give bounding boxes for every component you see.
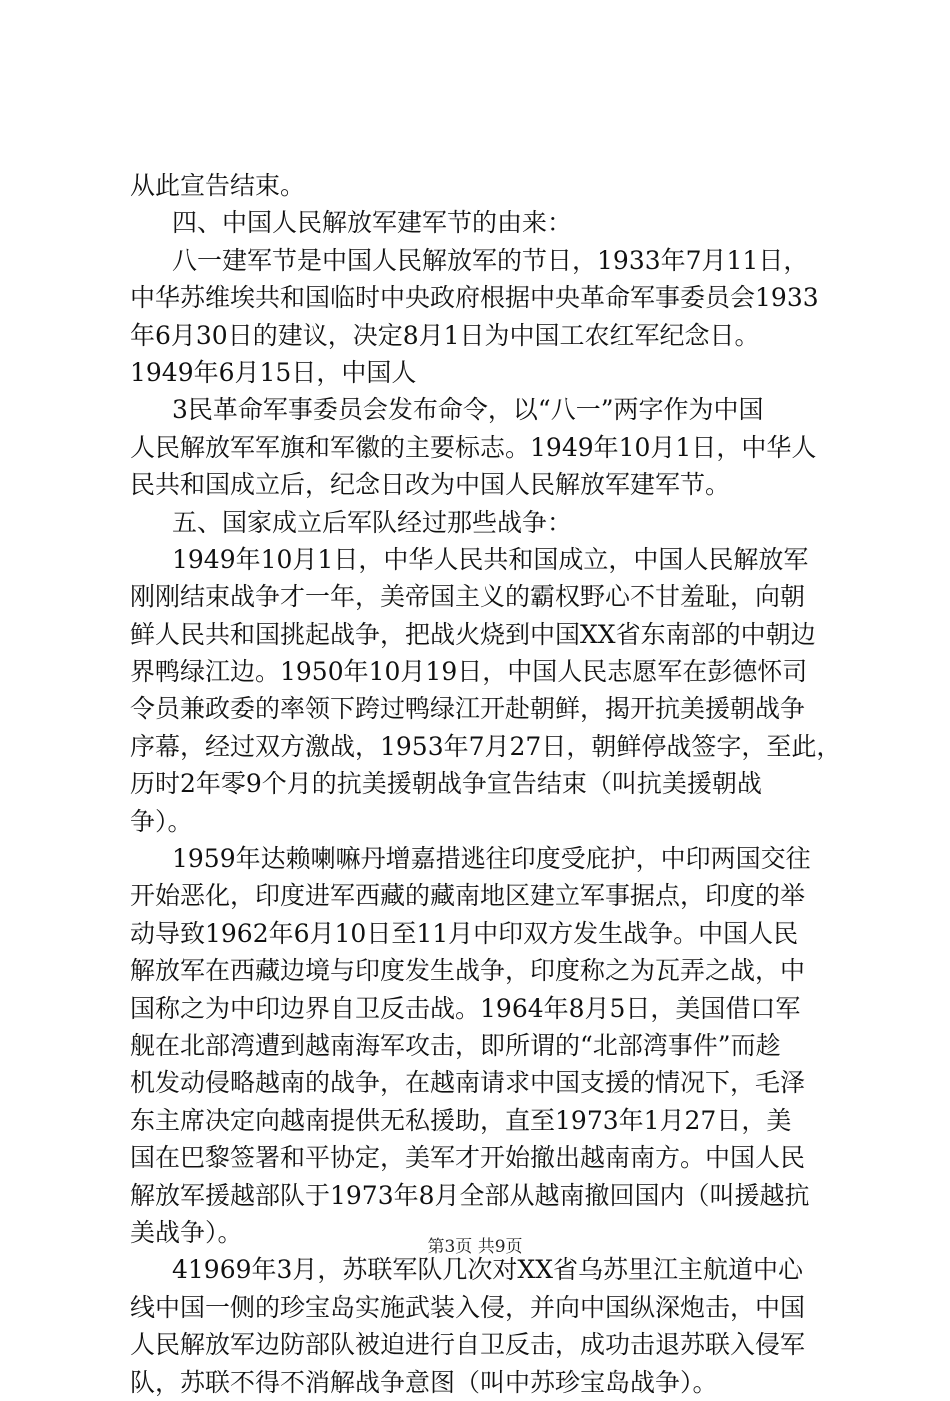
text-line: 解放军援越部队于1973年8月全部从越南撤回国内（叫援越抗 <box>130 1180 810 1210</box>
text-line: 美战争）。 <box>130 1217 243 1247</box>
text-line: 刚刚结束战争才一年，美帝国主义的霸权野心不甘羞耻，向朝 <box>130 582 806 612</box>
text-line: 从此宣告结束。 <box>130 171 306 200</box>
text-line: 线中国一侧的珍宝岛实施武装入侵，并向中国纵深炮击，中国 <box>130 1292 806 1322</box>
text-line: 令员兼政委的率领下跨过鸭绿江开赴朝鲜，揭开抗美援朝战争 <box>130 694 806 724</box>
text-line: 人民解放军军旗和军徽的主要标志。1949年10月1日，中华人 <box>130 432 817 462</box>
text-line: 动导致1962年6月10日至11月中印双方发生战争。中国人民 <box>130 918 799 948</box>
text-line: 解放军在西藏边境与印度发生战争，印度称之为瓦弄之战，中 <box>130 956 806 986</box>
text-line: 1949年10月1日，中华人民共和国成立，中国人民解放军 <box>172 544 809 574</box>
text-line: 队，苏联不得不消解战争意图（叫中苏珍宝岛战争）。 <box>130 1367 718 1397</box>
text-line: 序幕，经过双方激战，1953年7月27日，朝鲜停战签字，至此， <box>130 731 842 761</box>
text-line: 机发动侵略越南的战争，在越南请求中国支援的情况下，毛泽 <box>130 1068 806 1098</box>
text-line: 中华苏维埃共和国临时中央政府根据中央革命军事委员会1933 <box>130 283 819 313</box>
text-line: 国称之为中印边界自卫反击战。1964年8月5日，美国借口军 <box>130 993 801 1023</box>
section-heading: 四、中国人民解放军建军节的由来： <box>172 208 573 238</box>
text-line: 鲜人民共和国挑起战争，把战火烧到中国XX省东南部的中朝边 <box>130 619 816 649</box>
text-line: 1959年达赖喇嘛丹增嘉措逃往印度受庇护，中印两国交往 <box>172 844 811 874</box>
text-line: 年6月30日的建议，决定8月1日为中国工农红军纪念日。 <box>130 320 760 350</box>
text-line: 民共和国成立后，纪念日改为中国人民解放军建军节。 <box>130 470 731 500</box>
text-line: 历时2年零9个月的抗美援朝战争宣告结束（叫抗美援朝战 <box>130 769 762 799</box>
text-line: 3民革命军事委员会发布命令，以“八一”两字作为中国 <box>172 395 764 425</box>
text-line: 41969年3月，苏联军队几次对XX省乌苏里江主航道中心 <box>172 1255 804 1285</box>
text-line: 界鸭绿江边。1950年10月19日，中国人民志愿军在彭德怀司 <box>130 657 808 687</box>
text-line: 人民解放军边防部队被迫进行自卫反击，成功击退苏联入侵军 <box>130 1330 806 1360</box>
document-body <box>130 167 842 1401</box>
text-line: 东主席决定向越南提供无私援助，直至1973年1月27日，美 <box>130 1105 792 1135</box>
text-line: 争）。 <box>130 806 193 836</box>
page-number-footer: 第3页 共9页 <box>427 1237 523 1257</box>
text-line: 1949年6月15日，中国人 <box>130 357 417 387</box>
text-line: 八一建军节是中国人民解放军的节日，1933年7月11日， <box>172 245 809 275</box>
text-line: 舰在北部湾遭到越南海军攻击，即所谓的“北部湾事件”而趁 <box>130 1030 781 1060</box>
text-line: 开始恶化，印度进军西藏的藏南地区建立军事据点，印度的举 <box>130 881 806 911</box>
section-heading: 五、国家成立后军队经过那些战争： <box>172 507 573 537</box>
text-line: 国在巴黎签署和平协定，美军才开始撤出越南南方。中国人民 <box>130 1143 806 1173</box>
